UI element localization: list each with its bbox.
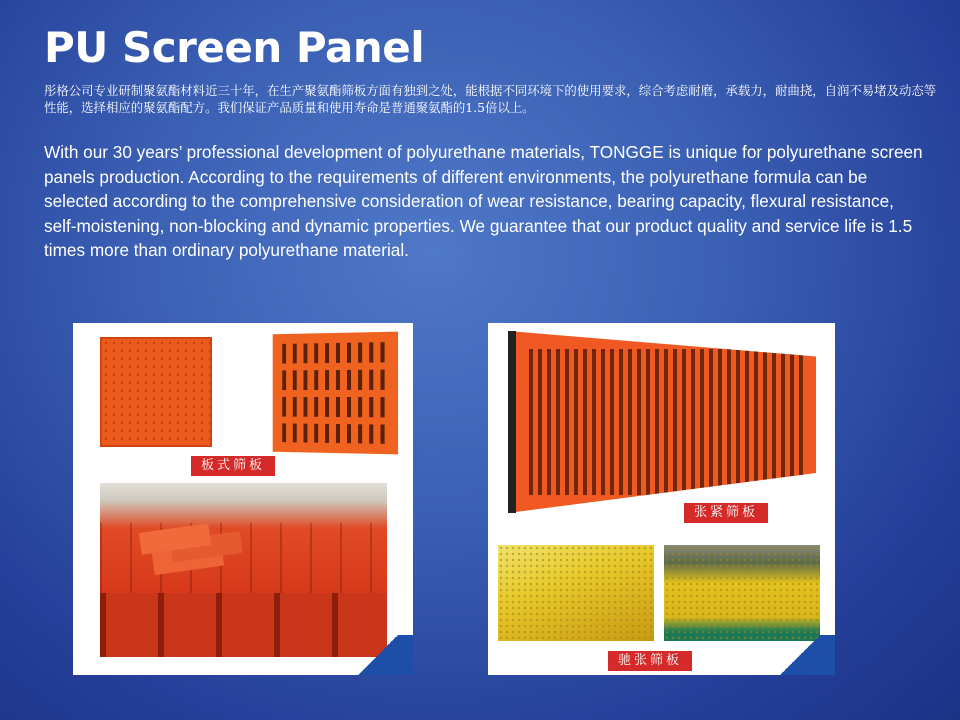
screen-deck-photo xyxy=(100,483,387,657)
modular-panel-photo-2 xyxy=(273,332,398,455)
tension-panel-image xyxy=(488,323,835,675)
flip-flow-caption: 驰张筛板 xyxy=(608,651,692,671)
tension-panel-hook-edge xyxy=(508,331,516,513)
modular-panel-caption: 板式筛板 xyxy=(191,456,275,476)
modular-panel-photo-1 xyxy=(100,337,212,447)
page-title: PU Screen Panel xyxy=(44,23,425,72)
flip-flow-photo-2 xyxy=(664,545,820,641)
intro-english: With our 30 years’ professional development of polyurethane materials, TONGGE is unique for polyurethane screen panels production. According to the requirements of different environments, the polyurethane formula can be selected according to the comprehensive consideration of wear resistance, bearing capacity, flexural resistance, self-moistening, non-blocking and dynamic properties. We guarantee that our product quality and service life is 1.5 times more than ordinary polyurethane material. xyxy=(44,142,923,261)
tension-panel-photo xyxy=(508,331,816,513)
corner-decoration xyxy=(765,635,835,675)
modular-panel-image xyxy=(73,323,413,675)
intro-chinese: 彤格公司专业研制聚氨酯材料近三十年，在生产聚氨酯筛板方面有独到之处，能根据不同环境下的使用要求，综合考虑耐磨，承载力，耐曲挠，自润不易堵及动态等性能，选择相应的聚氨酯配方。我们保证产品质量和使用寿命是普通聚氨酯的1.5倍以上。 xyxy=(44,83,937,115)
flip-flow-photo-1 xyxy=(498,545,654,641)
tension-panel-caption: 张紧筛板 xyxy=(684,503,768,523)
corner-decoration xyxy=(343,635,413,675)
